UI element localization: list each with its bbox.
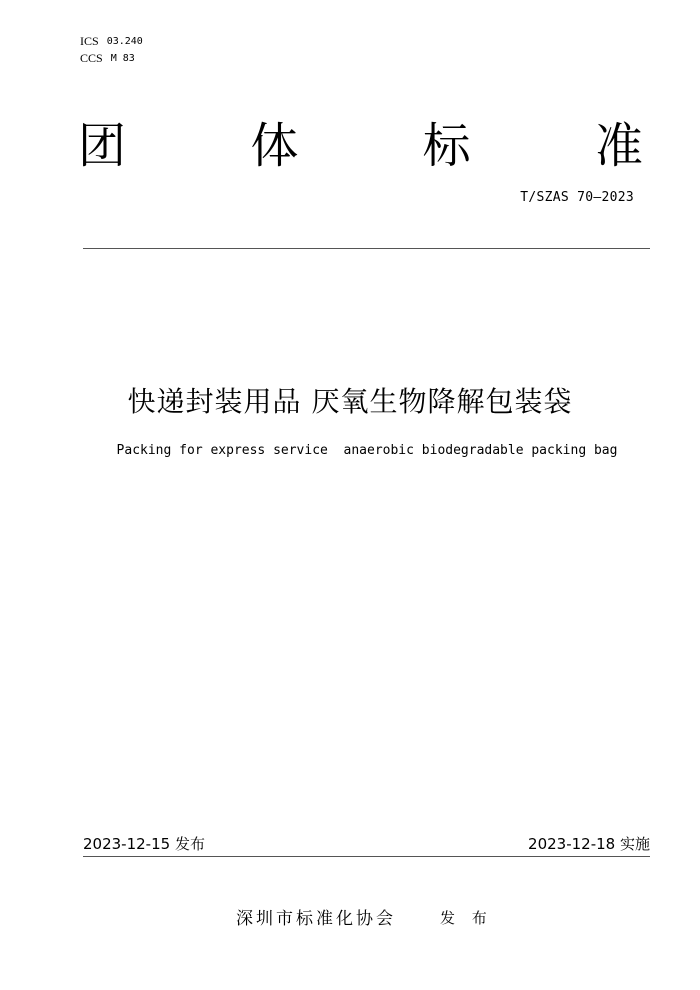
standard-type-char: 准: [594, 118, 643, 174]
publisher-name: 深圳市标准化协会: [236, 909, 396, 929]
ccs-value: M 83: [110, 53, 135, 64]
ics-value: 03.240: [106, 36, 143, 47]
document-title-chinese: 快递封装用品 厌氧生物降解包装袋: [127, 385, 573, 418]
ics-label: ICS: [80, 34, 99, 48]
implementation-date: 2023-12-18 实施: [528, 835, 650, 853]
standard-type-char: 体: [250, 118, 299, 174]
standard-type-char: 团: [78, 118, 127, 174]
ics-row: [80, 33, 143, 50]
bottom-divider: [83, 856, 650, 857]
standard-type-char: 标: [422, 118, 471, 174]
document-title-english: Packing for express service anaerobic biodegradable packing bag: [116, 443, 618, 458]
dates-row: [83, 834, 650, 854]
top-divider: [83, 248, 650, 249]
publish-label: 发 布: [440, 909, 493, 927]
classification-codes: [80, 33, 143, 67]
issue-date: 2023-12-15 发布: [83, 835, 205, 853]
standard-type-heading: [78, 114, 643, 178]
standard-number: T/SZAS 70—2023: [520, 190, 634, 205]
ccs-label: CCS: [80, 51, 103, 65]
ccs-row: [80, 50, 143, 67]
